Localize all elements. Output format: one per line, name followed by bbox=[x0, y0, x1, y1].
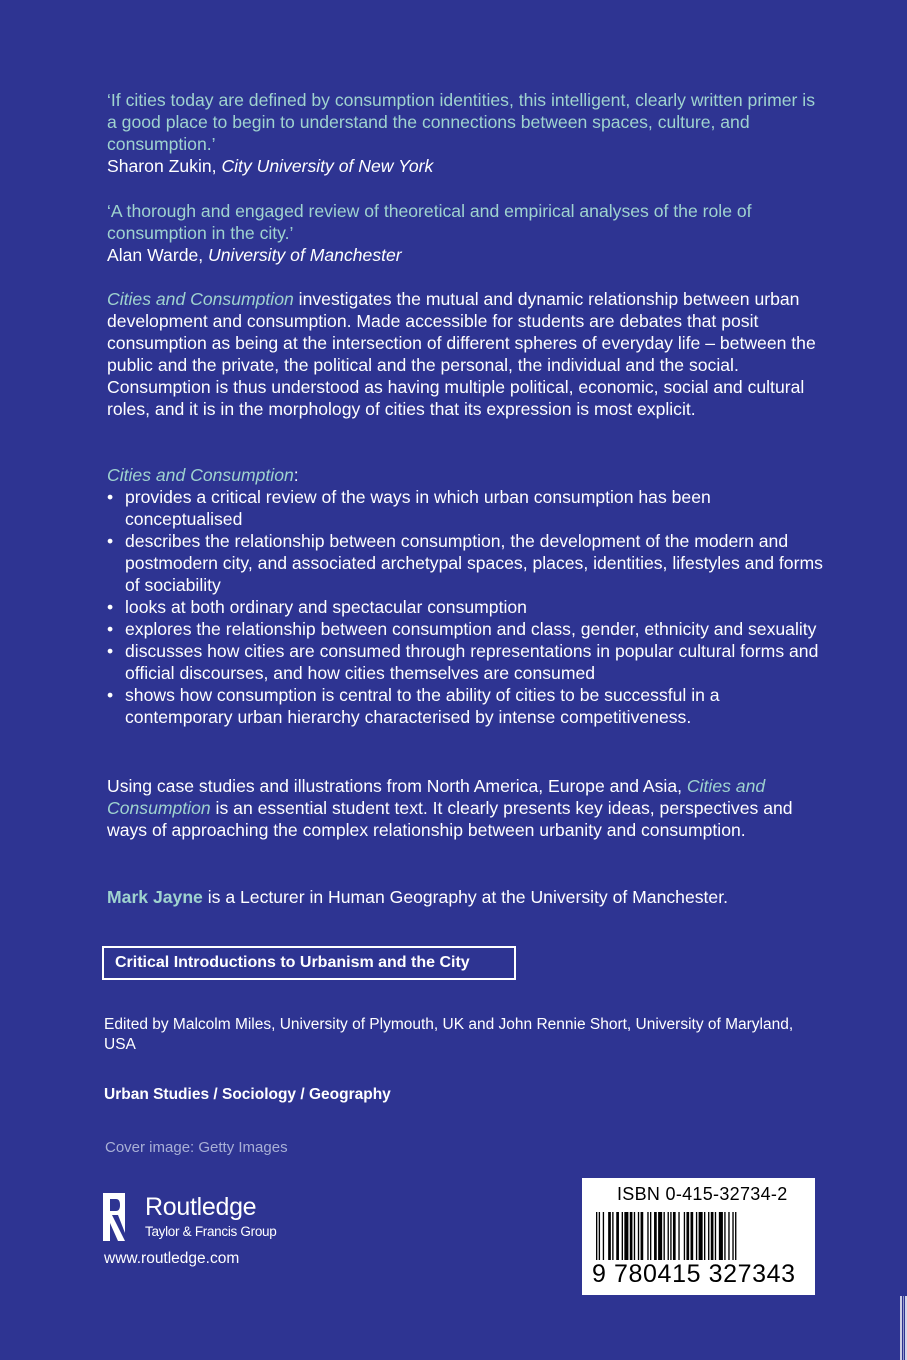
bullet-icon: • bbox=[107, 641, 114, 661]
quote-warde bbox=[107, 200, 827, 266]
author-name: Mark Jayne bbox=[107, 887, 203, 907]
feature-item bbox=[107, 486, 827, 530]
bullet-icon: • bbox=[107, 531, 114, 551]
feature-item bbox=[107, 640, 827, 684]
features-heading bbox=[107, 464, 827, 486]
quote-text: ‘A thorough and engaged review of theoretical and empirical analyses of the role of consumption in the city.’ bbox=[107, 201, 752, 243]
ean-number: 9 780415 327343 bbox=[592, 1260, 796, 1288]
publisher-website: www.routledge.com bbox=[104, 1250, 240, 1267]
feature-text: explores the relationship between consumption and class, gender, ethnicity and sexuality bbox=[125, 619, 817, 639]
barcode-panel bbox=[582, 1178, 815, 1295]
edge-marks bbox=[896, 1296, 907, 1360]
feature-item bbox=[107, 684, 827, 728]
quote-zukin bbox=[107, 89, 827, 177]
summary-paragraph bbox=[107, 775, 827, 841]
quote-text: ‘If cities today are defined by consumption identities, this intelligent, clearly written primer is a good place to begin to understand the connections between spaces, culture, and consumption.’ bbox=[107, 90, 815, 154]
summary-text-after: is an essential student text. It clearly presents key ideas, perspectives and ways of approaching the complex relationship between urbanity and consumption. bbox=[107, 798, 793, 840]
description-text: investigates the mutual and dynamic relationship between urban development and consumption. Made accessible for students are debates that posit consumption as being at the intersection of different spheres of everyday life – between the public and the private, the political and the personal, the individual and the social. Consumption is thus understood as having multiple political, economic, social and cultural roles, and it is in the morphology of cities that its expression is most explicit. bbox=[107, 289, 816, 419]
author-bio-text: is a Lecturer in Human Geography at the University of Manchester. bbox=[202, 887, 728, 907]
book-title-inline: Cities and Consumption bbox=[107, 289, 294, 309]
routledge-logo-icon bbox=[103, 1193, 125, 1241]
feature-item bbox=[107, 618, 827, 640]
series-title: Critical Introductions to Urbanism and the City bbox=[115, 954, 470, 971]
feature-text: discusses how cities are consumed through representations in popular cultural forms and official discourses, and how cities themselves are consumed bbox=[125, 641, 819, 683]
publisher-name: Routledge bbox=[145, 1193, 257, 1221]
publisher-group: Taylor & Francis Group bbox=[145, 1224, 277, 1239]
series-editors: Edited by Malcolm Miles, University of Plymouth, UK and John Rennie Short, University of Maryland, USA bbox=[104, 1016, 794, 1053]
quote-attribution bbox=[107, 155, 827, 177]
quote-author: Alan Warde, bbox=[107, 245, 204, 265]
bullet-icon: • bbox=[107, 487, 114, 507]
bullet-icon: • bbox=[107, 685, 114, 705]
isbn-text: ISBN 0-415-32734-2 bbox=[617, 1184, 788, 1204]
series-title-box bbox=[102, 946, 516, 980]
feature-text: describes the relationship between consumption, the development of the modern and postmodern city, and associated archetypal spaces, places, identities, lifestyles and forms of sociability bbox=[125, 531, 823, 595]
features-colon: : bbox=[293, 465, 299, 485]
feature-text: provides a critical review of the ways in which urban consumption has been conceptualised bbox=[125, 487, 711, 529]
quote-affiliation: City University of New York bbox=[221, 156, 434, 176]
author-bio bbox=[107, 886, 847, 908]
features-section bbox=[107, 464, 827, 728]
cover-credit: Cover image: Getty Images bbox=[105, 1139, 288, 1156]
subject-categories: Urban Studies / Sociology / Geography bbox=[104, 1086, 391, 1103]
quote-author: Sharon Zukin, bbox=[107, 156, 217, 176]
feature-text: shows how consumption is central to the ability of cities to be successful in a contemporary urban hierarchy characterised by intense competitiveness. bbox=[125, 685, 720, 727]
feature-item bbox=[107, 596, 827, 618]
quote-affiliation: University of Manchester bbox=[208, 245, 402, 265]
feature-item bbox=[107, 530, 827, 596]
bullet-icon: • bbox=[107, 619, 114, 639]
book-title-inline: Cities and Consumption bbox=[107, 465, 294, 485]
bullet-icon: • bbox=[107, 597, 114, 617]
feature-text: looks at both ordinary and spectacular consumption bbox=[125, 597, 527, 617]
book-description bbox=[107, 288, 827, 420]
summary-text-before: Using case studies and illustrations from North America, Europe and Asia, bbox=[107, 776, 687, 796]
quote-attribution bbox=[107, 244, 827, 266]
features-list bbox=[107, 486, 827, 728]
book-title-inline: Cities and Consumption bbox=[107, 776, 766, 818]
